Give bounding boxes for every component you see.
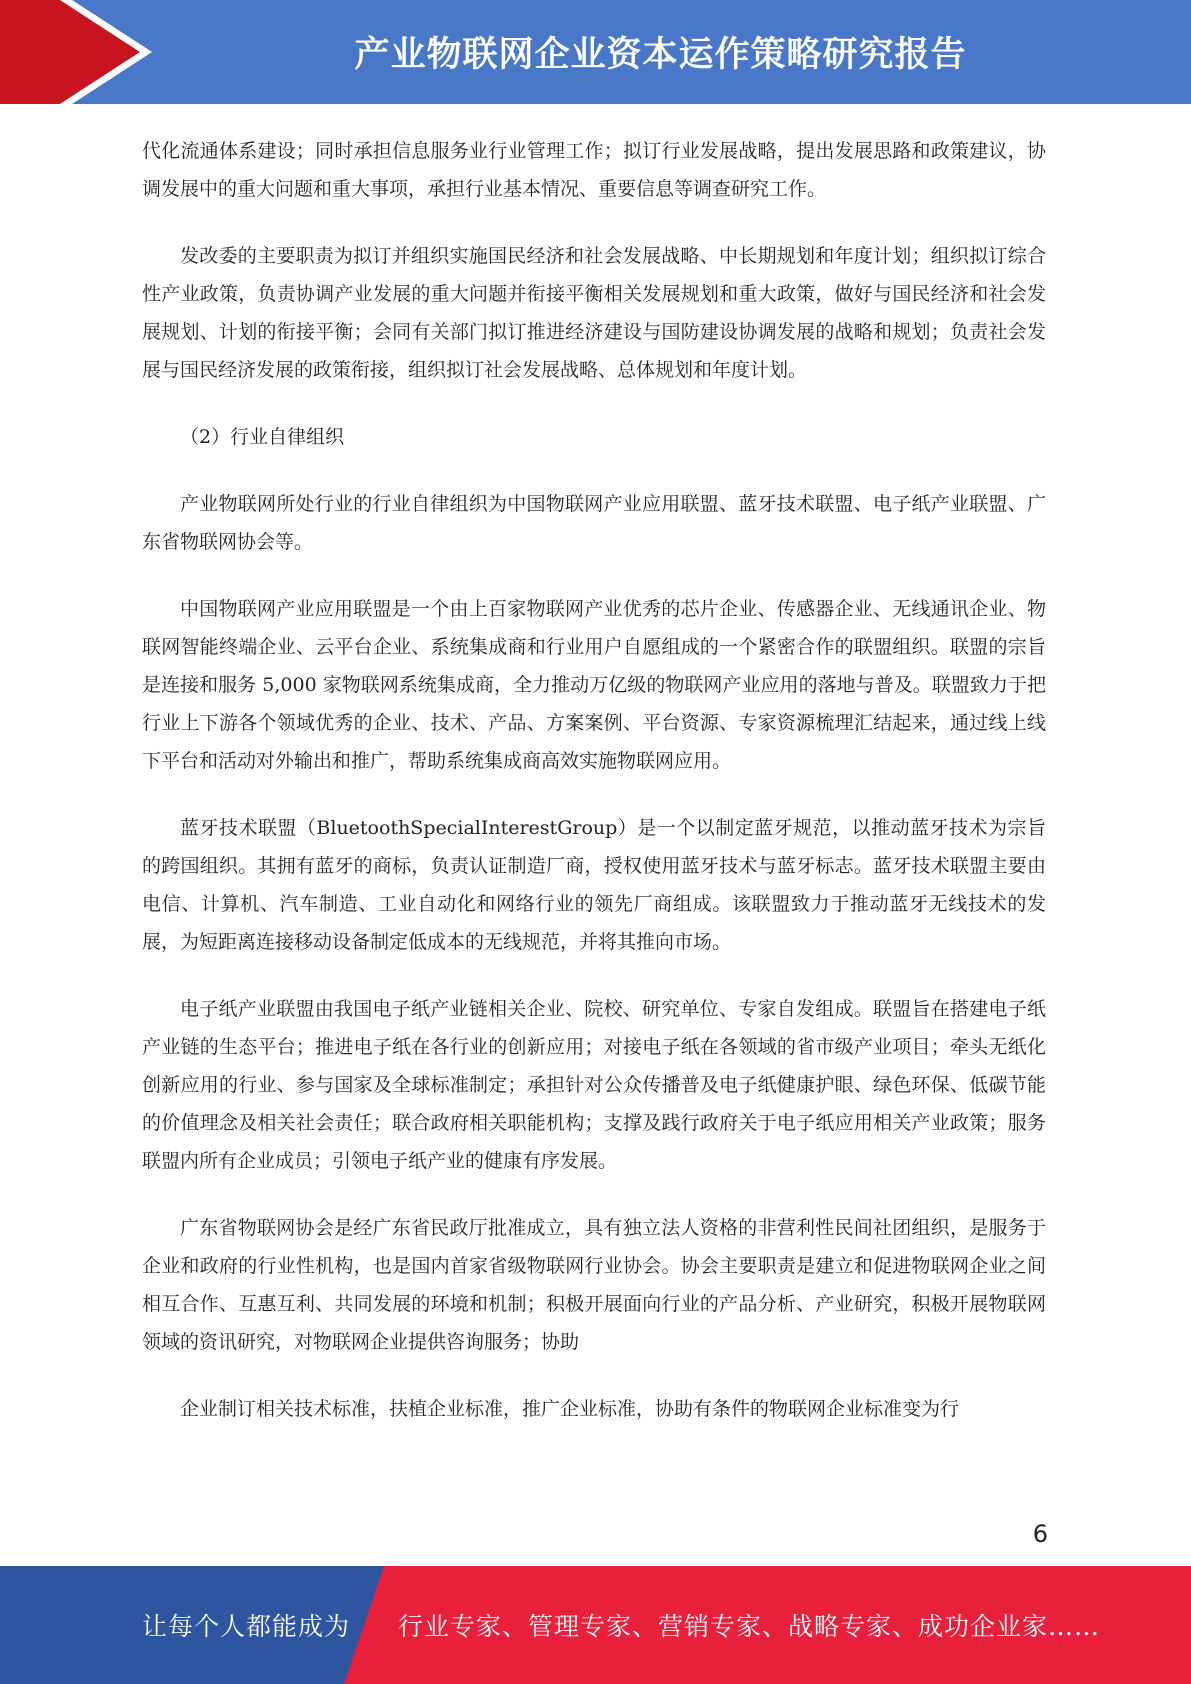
page-footer [0,1566,1191,1684]
paragraph: 广东省物联网协会是经广东省民政厅批准成立，具有独立法人资格的非营利性民间社团组织，是服务于企业和政府的行业性机构，也是国内首家省级物联网行业协会。协会主要职责是建立和促进物联网企业之间相互合作、互惠互利、共同发展的环境和机制；积极开展面向行业的产品分析、产业研究，积极开展物联网领域的资讯研究，对物联网企业提供咨询服务；协助 [142,1217,1046,1353]
paragraph: 电子纸产业联盟由我国电子纸产业链相关企业、院校、研究单位、专家自发组成。联盟旨在搭建电子纸产业链的生态平台；推进电子纸在各行业的创新应用；对接电子纸在各领域的省市级产业项目；牵头无纸化创新应用的行业、参与国家及全球标准制定；承担针对公众传播普及电子纸健康护眼、绿色环保、低碳节能的价值理念及相关社会责任；联合政府相关职能机构；支撑及践行政府关于电子纸应用相关产业政策；服务联盟内所有企业成员；引领电子纸产业的健康有序发展。 [142,998,1046,1172]
page-title: 产业物联网企业资本运作策略研究报告 [354,35,967,75]
paragraph: 代化流通体系建设；同时承担信息服务业行业管理工作；拟订行业发展战略，提出发展思路和政策建议，协调发展中的重大问题和重大事项，承担行业基本情况、重要信息等调查研究工作。 [142,140,1046,200]
section-heading: （2）行业自律组织 [180,426,345,448]
footer-slogan-left: 让每个人都能成为 [142,1612,351,1641]
document-body [142,132,1046,1457]
footer-slogan-right: 行业专家、管理专家、营销专家、战略专家、成功企业家…… [398,1612,1101,1641]
paragraph: 蓝牙技术联盟（BluetoothSpecialInterestGroup）是一个以制定蓝牙规范，以推动蓝牙技术为宗旨的跨国组织。其拥有蓝牙的商标，负责认证制造厂商，授权使用蓝牙技术与蓝牙标志。蓝牙技术联盟主要由电信、计算机、汽车制造、工业自动化和网络行业的领先厂商组成。该联盟致力于推动蓝牙无线技术的发展，为短距离连接移动设备制定低成本的无线规范，并将其推向市场。 [142,817,1046,953]
paragraph: 产业物联网所处行业的行业自律组织为中国物联网产业应用联盟、蓝牙技术联盟、电子纸产业联盟、广东省物联网协会等。 [142,493,1046,553]
paragraph: 发改委的主要职责为拟订并组织实施国民经济和社会发展战略、中长期规划和年度计划；组织拟订综合性产业政策，负责协调产业发展的重大问题并衔接平衡相关发展规划和重大政策，做好与国民经济和社会发展规划、计划的衔接平衡；会同有关部门拟订推进经济建设与国防建设协调发展的战略和规划；负责社会发展与国民经济发展的政策衔接，组织拟订社会发展战略、总体规划和年度计划。 [142,245,1046,381]
page-number: 6 [1032,1520,1048,1548]
page-header [0,0,1191,110]
paragraph: 企业制订相关技术标准，扶植企业标准，推广企业标准，协助有条件的物联网企业标准变为行 [180,1398,960,1420]
paragraph: 中国物联网产业应用联盟是一个由上百家物联网产业优秀的芯片企业、传感器企业、无线通讯企业、物联网智能终端企业、云平台企业、系统集成商和行业用户自愿组成的一个紧密合作的联盟组织。联盟的宗旨是连接和服务 5,000 家物联网系统集成商，全力推动万亿级的物联网产业应用的落地与普及。联盟致力于把行业上下游各个领域优秀的企业、技术、产品、方案案例、平台资源、专家资源梳理汇结起来，通过线上线下平台和活动对外输出和推广，帮助系统集成商高效实施物联网应用。 [142,598,1046,772]
